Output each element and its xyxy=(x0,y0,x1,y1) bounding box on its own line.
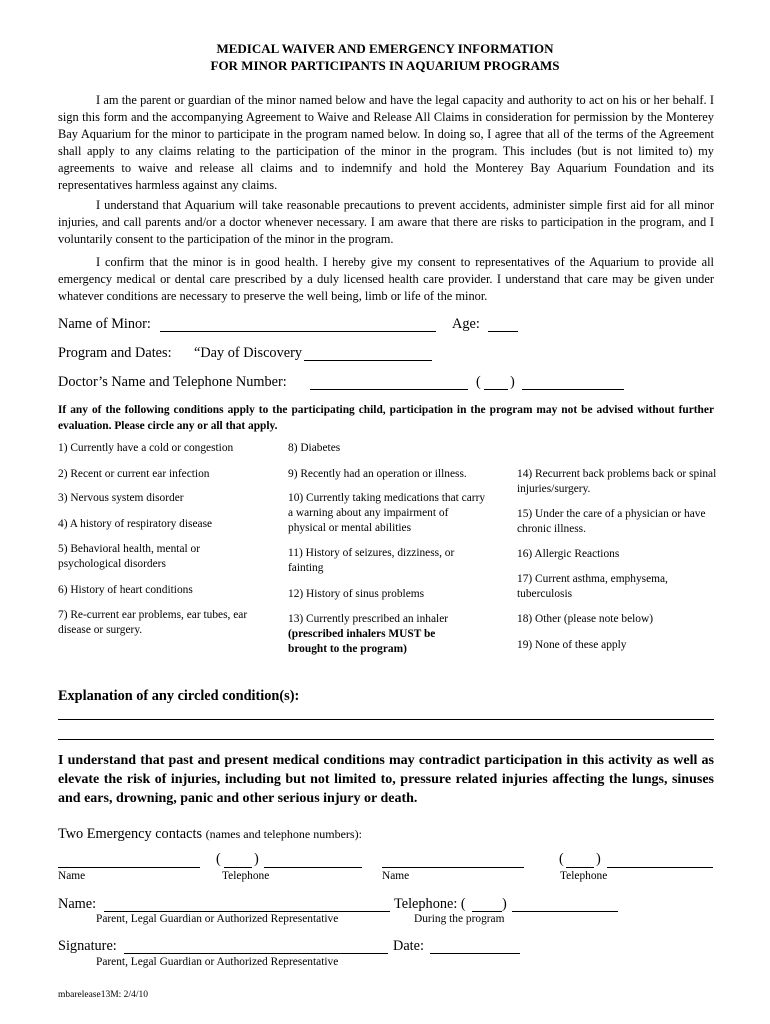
doctor-label: Doctor’s Name and Telephone Number: xyxy=(58,374,287,390)
emergency-label: Two Emergency contacts xyxy=(58,826,203,842)
contact-1-name-caption: Name xyxy=(58,870,86,882)
contact-1-telephone-caption: Telephone xyxy=(222,870,270,882)
contact-2-telephone-caption: Telephone xyxy=(560,870,608,882)
form-title-line2: FOR MINOR PARTICIPANTS IN AQUARIUM PROGRAMS xyxy=(210,58,560,73)
condition-13[interactable]: 13) Currently prescribed an inhaler xyxy=(288,613,449,625)
condition-15[interactable]: 15) Under the care of a physician or have chronic illness. xyxy=(517,508,706,535)
consent-paragraph-2: I understand that Aquarium will take reasonable precautions to prevent accidents, administer simple first aid for all minor injuries, and call parents and/or a doctor whenever necessary. I am aware that there are risks to participation in the program, and I voluntarily consent to the participation of the minor in the program. xyxy=(58,198,714,246)
age-label: Age: xyxy=(452,316,480,332)
parent-telephone-label: Telephone: ( xyxy=(394,896,466,912)
contact-2-close-paren: ) xyxy=(596,851,601,867)
contact-2-name-field[interactable] xyxy=(382,867,524,868)
condition-9[interactable]: 9) Recently had an operation or illness. xyxy=(288,468,467,480)
doctor-phone-field[interactable] xyxy=(522,389,624,390)
doctor-area-open-paren: ( xyxy=(476,374,481,390)
signature-caption: Parent, Legal Guardian or Authorized Representative xyxy=(96,956,339,968)
condition-17[interactable]: 17) Current asthma, emphysema, tuberculosis xyxy=(517,573,668,600)
doctor-area-close-paren: ) xyxy=(510,374,515,390)
date-label: Date: xyxy=(393,938,424,954)
minor-name-label: Name of Minor: xyxy=(58,316,151,332)
condition-2[interactable]: 2) Recent or current ear infection xyxy=(58,468,210,480)
condition-5[interactable]: 5) Behavioral health, mental or psychological disorders xyxy=(58,543,201,570)
condition-13-note: (prescribed inhalers MUST be brought to the program) xyxy=(288,628,436,655)
risk-statement: I understand that past and present medical conditions may contradict participation in this activity as well as elevate the risk of injuries, including but not limited to, pressure related injuries affecting the lungs, sinuses and ears, drowning, panic and other serious injury or death. xyxy=(58,753,714,806)
condition-19[interactable]: 19) None of these apply xyxy=(517,639,627,651)
condition-16[interactable]: 16) Allergic Reactions xyxy=(517,548,620,560)
doctor-name-field[interactable] xyxy=(310,389,468,390)
form-title-line1: MEDICAL WAIVER AND EMERGENCY INFORMATION xyxy=(216,41,554,56)
signature-label: Signature: xyxy=(58,938,117,954)
program-dates-field[interactable] xyxy=(304,360,432,361)
condition-12[interactable]: 12) History of sinus problems xyxy=(288,588,425,600)
parent-telephone-close-paren: ) xyxy=(502,896,507,912)
parent-name-field[interactable] xyxy=(104,911,390,912)
condition-18[interactable]: 18) Other (please note below) xyxy=(517,613,654,625)
consent-paragraph-1: I am the parent or guardian of the minor named below and have the legal capacity and authority to act on his or her behalf. I sign this form and the accompanying Agreement to Waive and Release All Claims in consideration for permission by the Monterey Bay Aquarium for the minor to participate in the program named below. In doing so, I agree that all of the terms of the Agreement shall apply to any claims relating to the participation of the minor in the program. This includes (but is not limited to) my agreements to waive and release all claims and to indemnify and hold the Monterey Bay Aquarium Foundation and its representatives harmless against any claims. xyxy=(58,93,714,192)
condition-3[interactable]: 3) Nervous system disorder xyxy=(58,492,184,504)
explanation-line-1[interactable] xyxy=(58,719,714,720)
contact-2-area-code-field[interactable] xyxy=(566,867,594,868)
consent-paragraph-3: I confirm that the minor is in good health. I hereby give my consent to representatives of the Aquarium to provide all emergency medical or dental care prescribed by a duly licensed health care provider. I understand that care may be given under whatever conditions are necessary to preserve the well being, limb or life of the minor. xyxy=(58,255,714,303)
parent-phone-field[interactable] xyxy=(512,911,618,912)
parent-area-code-field[interactable] xyxy=(472,911,502,912)
program-label: Program and Dates: xyxy=(58,345,172,361)
emergency-note: (names and telephone numbers): xyxy=(205,827,362,841)
explanation-line-2[interactable] xyxy=(58,739,714,740)
condition-11[interactable]: 11) History of seizures, dizziness, or fainting xyxy=(288,547,455,574)
age-field[interactable] xyxy=(488,331,518,332)
condition-1[interactable]: 1) Currently have a cold or congestion xyxy=(58,442,234,454)
condition-8[interactable]: 8) Diabetes xyxy=(288,442,341,454)
explanation-label: Explanation of any circled condition(s): xyxy=(58,688,300,704)
conditions-intro: If any of the following conditions apply to the participating child, participation in the program may not be advised without further evaluation. Please circle any or all that apply. xyxy=(58,404,714,432)
contact-2-phone-field[interactable] xyxy=(607,867,713,868)
signature-field[interactable] xyxy=(124,953,388,954)
doctor-area-code-field[interactable] xyxy=(484,389,508,390)
contact-2-open-paren: ( xyxy=(559,851,564,867)
program-value: “Day of Discovery xyxy=(194,345,302,361)
contact-1-name-field[interactable] xyxy=(58,867,200,868)
minor-name-field[interactable] xyxy=(160,331,436,332)
during-program-caption: During the program xyxy=(414,913,505,925)
emergency-heading xyxy=(58,826,362,843)
contact-1-open-paren: ( xyxy=(216,851,221,867)
date-field[interactable] xyxy=(430,953,520,954)
form-id-footer: mbarelease13M: 2/4/10 xyxy=(58,990,148,1000)
parent-name-label: Name: xyxy=(58,896,97,912)
parent-name-caption: Parent, Legal Guardian or Authorized Representative xyxy=(96,913,339,925)
condition-10[interactable]: 10) Currently taking medications that carry a warning about any impairment of physical or mental abilities xyxy=(288,492,486,534)
contact-2-name-caption: Name xyxy=(382,870,410,882)
condition-4[interactable]: 4) A history of respiratory disease xyxy=(58,518,213,530)
contact-1-phone-field[interactable] xyxy=(264,867,362,868)
condition-7[interactable]: 7) Re-current ear problems, ear tubes, ear disease or surgery. xyxy=(58,609,248,636)
contact-1-area-code-field[interactable] xyxy=(224,867,252,868)
condition-14[interactable]: 14) Recurrent back problems back or spinal injuries/surgery. xyxy=(517,468,717,495)
condition-6[interactable]: 6) History of heart conditions xyxy=(58,584,193,596)
contact-1-close-paren: ) xyxy=(254,851,259,867)
